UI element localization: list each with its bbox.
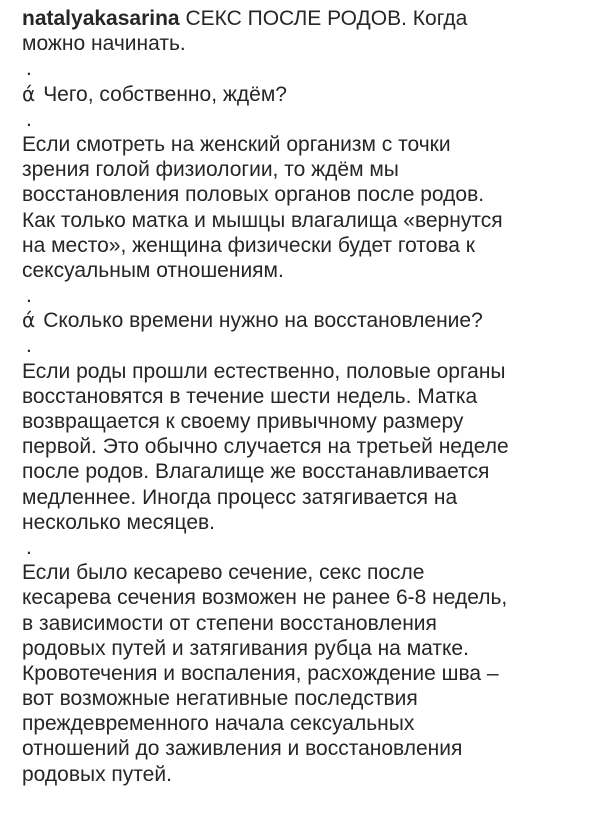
paragraph-line: восстановятся в течение шести недель. Матка	[22, 384, 478, 408]
paragraph-line: Если было кесарево сечение, секс после	[22, 561, 425, 585]
paragraph-line: кесарева сечения возможен не ранее 6-8 недель,	[22, 586, 508, 610]
paragraph-line: первой. Это обычно случается на третьей неделе	[22, 435, 509, 459]
paragraph-2	[22, 359, 592, 535]
paragraph-line: на место», женщина физически будет готова к	[22, 233, 475, 257]
separator-dot: .	[26, 57, 32, 81]
title-text-continued: можно начинать.	[22, 32, 186, 56]
paragraph-line: Если роды прошли естественно, половые органы	[22, 359, 506, 383]
paragraph-line: родовых путей.	[22, 762, 172, 786]
paragraph-line: возвращается к своему привычному размеру	[22, 410, 464, 433]
paragraph-3	[22, 560, 592, 787]
paragraph-line: несколько месяцев.	[22, 510, 215, 534]
separator-dot: .	[26, 284, 32, 308]
paragraph-line: в зависимости от степени восстановления	[22, 611, 437, 635]
caption-title	[22, 6, 592, 31]
paragraph-line: отношений до заживления и восстановления	[22, 737, 463, 761]
separator-dot: .	[26, 334, 32, 358]
paragraph-line: Как только матка и мышцы влагалища «вернутся	[22, 208, 503, 232]
separator-dot: .	[26, 107, 32, 131]
paragraph-line: преждевременного начала сексуальных	[22, 712, 415, 736]
title-text: СЕКС ПОСЛЕ РОДОВ. Когда	[179, 7, 468, 30]
paragraph-line: родовых путей и затягивания рубца на матке.	[22, 636, 469, 660]
caption-text	[22, 6, 592, 787]
paragraph-line: вот возможные негативные последствия	[22, 687, 418, 711]
paragraph-line: после родов. Влагалище же восстанавливается	[22, 460, 490, 484]
paragraph-line: Если смотреть на женский организм с точки	[22, 132, 451, 156]
question-heading-1	[22, 82, 592, 107]
separator-dot: .	[26, 535, 32, 559]
paragraph-line: восстановления половых органов после родов.	[22, 183, 485, 207]
question-text: Сколько времени нужно на восстановление?	[43, 309, 483, 333]
paragraph-1	[22, 132, 592, 283]
question-heading-2	[22, 308, 592, 333]
paragraph-line: медленнее. Иногда процесс затягивается на	[22, 485, 458, 509]
username-link[interactable]: natalyakasarina	[22, 7, 180, 30]
question-text: Чего, собственно, ждём?	[43, 82, 287, 106]
curl-symbol-icon: ά	[22, 81, 36, 106]
curl-symbol-icon: ά	[22, 308, 36, 333]
paragraph-line: зрения голой физиологии, то ждём мы	[22, 158, 399, 182]
paragraph-line: Кровотечения и воспаления, расхождение шва –	[22, 661, 499, 685]
paragraph-line: сексуальным отношениям.	[22, 258, 284, 282]
